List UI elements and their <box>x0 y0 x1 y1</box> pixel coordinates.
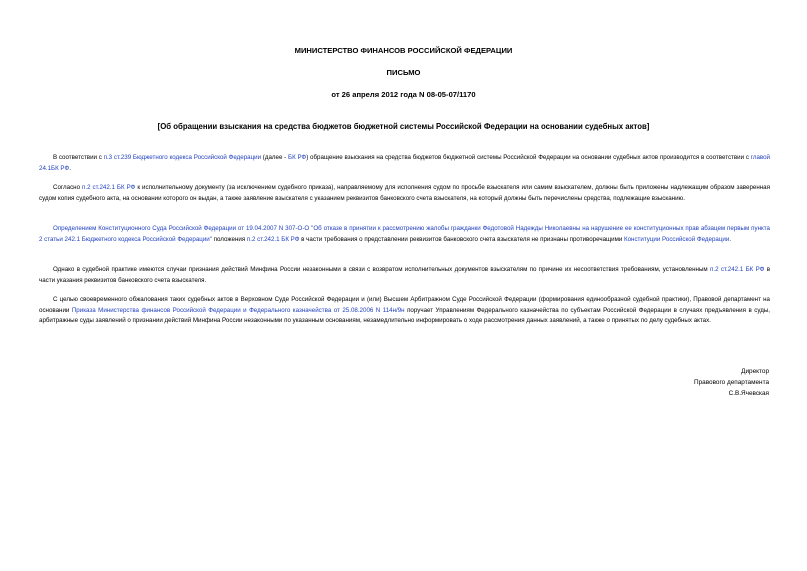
signature-position: Директор <box>741 368 769 375</box>
text: в части требования о представлении реквизитов банковского счета взыскателя не признаны противоречащими <box>299 235 624 243</box>
ministry-heading: МИНИСТЕРСТВО ФИНАНСОВ РОССИЙСКОЙ ФЕДЕРАЦИИ <box>294 46 513 55</box>
text: Согласно <box>53 184 83 191</box>
text: В соответствии с <box>53 154 104 161</box>
text: С целью своевременного обжалования таких судебных актов в Верховном Суде Российской Федерации и (или) Высшем Арбитражном Суде Российской Федерации (формирования единообразной судебной практики), Правовой департамент на основании <box>39 296 770 314</box>
text: . <box>729 235 732 243</box>
text: Однако в судебной практике имеются случаи признания действий Минфина России незаконными в связи с возвратом исполнительных документов взыскателям по причине их несоответствия требованиям, установленным <box>53 266 710 273</box>
link-bk-rf-2[interactable]: БК РФ <box>51 164 70 172</box>
text: в части указания реквизитов банковского счета взыскателя. <box>39 266 770 284</box>
link-art242-1-p4[interactable]: п.2 ст.242.1 БК РФ <box>710 266 765 273</box>
link-bk-rf[interactable]: БК РФ <box>288 154 307 161</box>
link-art242-1-p3[interactable]: п.2 ст.242.1 БК РФ <box>246 235 300 243</box>
document-type: ПИСЬМО <box>386 68 421 77</box>
paragraph-5 <box>39 295 770 327</box>
signature-name: С.В.Ячевская <box>728 390 769 397</box>
paragraph-2 <box>39 183 770 204</box>
link-art242-1[interactable]: п.2 ст.242.1 БК РФ <box>82 184 136 191</box>
date-number: от 26 апреля 2012 года N 08-05-07/1170 <box>331 90 476 99</box>
link-constitution[interactable]: Конституции Российской Федерации <box>624 235 730 243</box>
link-constitutional-court-ruling[interactable]: Определением Конституционного Суда Российской Федерации от 19.04.2007 N 307-О-О "Об отказе в принятии к рассмотрению жалобы гражданки Федотовой Надежды Николаевны на нарушение ее конституционных прав абзацем первым пункта 2 статьи 242.1 Бюджетного кодекса Российской Федерации" <box>39 225 770 243</box>
text: . <box>69 164 71 172</box>
text: (далее - <box>261 154 289 161</box>
text: к исполнительному документу (за исключением судебного приказа), направляемому для исполнения судом по просьбе взыскателя или самим взыскателем, должны быть приложены надлежащим образом заверенная судом копия судебного акта, на основании которого он выдан, а также заявление взыскателя с указанием реквизитов банковского счета взыскателя, на который должны быть перечислены средства, подлежащие взысканию. <box>39 184 770 202</box>
text: ) обращение взыскания на средства бюджетов бюджетной системы Российской Федерации на основании судебных актов производится в соответствии с <box>306 154 751 161</box>
paragraph-3 <box>39 224 770 245</box>
paragraph-1 <box>39 153 770 174</box>
text: поручает Управлениям Федерального казначейства по субъектам Российской Федерации в случаях предъявления в суды, арбитражные суды заявлений о признании действий Минфина России незаконными по указанным основаниям, незамедлительно информировать о ходе рассмотрения данных заявлений, а также о принятых по делу судебных актах. <box>39 306 770 325</box>
paragraph-4 <box>39 265 770 286</box>
link-order-114n[interactable]: Приказа Министерства финансов Российской Федерации и Федерального казначейства от 25.08.2006 N 114н/9н <box>71 306 405 314</box>
link-bk-art239[interactable]: п.3 ст.239 Бюджетного кодекса Российской Федерации <box>103 154 262 161</box>
document-subject: [Об обращении взыскания на средства бюджетов бюджетной системы Российской Федерации на основании судебных актов] <box>157 122 650 131</box>
link-chapter-24-1[interactable]: главой 24.1 <box>39 154 771 172</box>
text: положения <box>211 235 247 243</box>
signature-department: Правового департамента <box>694 379 769 386</box>
